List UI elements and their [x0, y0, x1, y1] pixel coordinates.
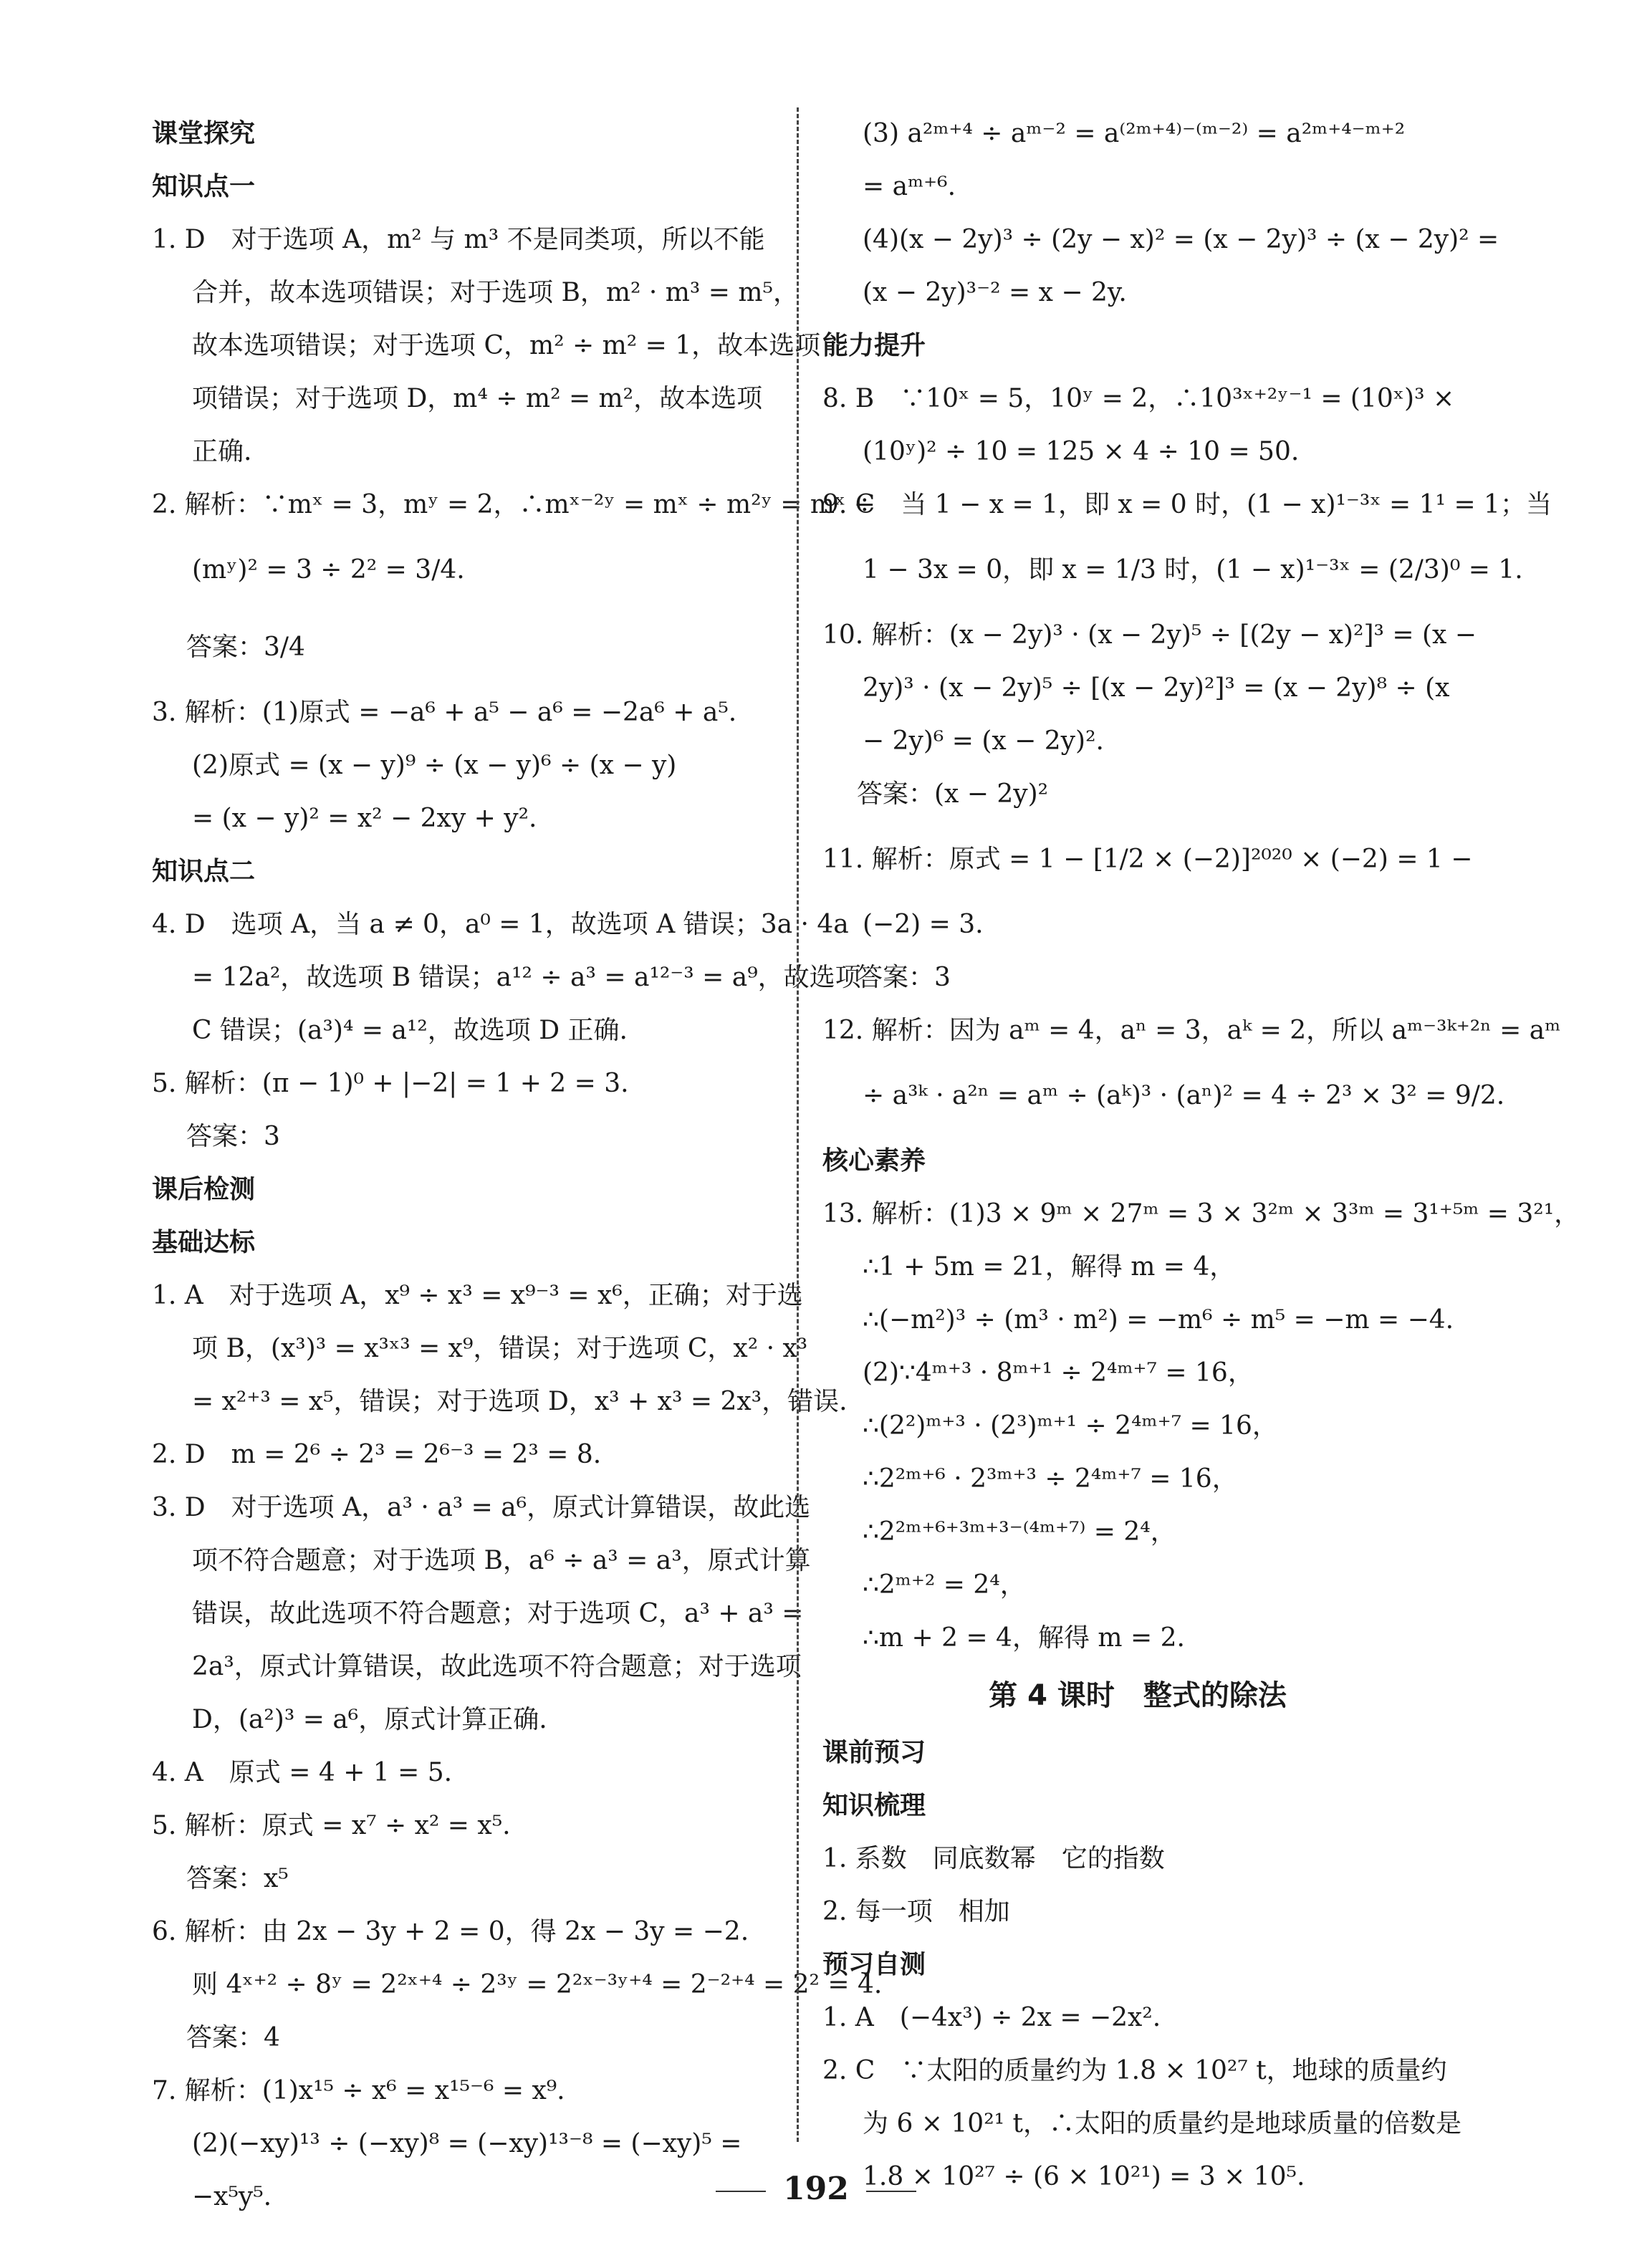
answer-continuation: = x²⁺³ = x⁵，错误；对于选项 D，x³ + x³ = 2x³，错误.	[192, 1387, 848, 1416]
section-heading: 基础达标	[152, 1228, 256, 1257]
page-number-text: 192	[783, 2171, 849, 2207]
section-heading: 预习自测	[822, 1950, 926, 1979]
answer-continuation: 2a³，原式计算错误，故此选项不符合题意；对于选项	[192, 1652, 802, 1681]
answer-continuation: D，(a²)³ = a⁶，原式计算正确.	[192, 1705, 547, 1734]
answer-item: 4. D 选项 A，当 a ≠ 0，a⁰ = 1，故选项 A 错误；3a · 4a	[152, 910, 849, 939]
answer-result: 答案：3	[186, 1122, 280, 1151]
answer-continuation: ∴(2²)ᵐ⁺³ · (2³)ᵐ⁺¹ ÷ 2⁴ᵐ⁺⁷ = 16，	[863, 1411, 1278, 1441]
answer-continuation: C 错误；(a³)⁴ = a¹²，故选项 D 正确.	[192, 1016, 628, 1045]
answer-continuation: 1.8 × 10²⁷ ÷ (6 × 10²¹) = 3 × 10⁵.	[863, 2162, 1305, 2191]
answer-continuation: −x⁵y⁵.	[192, 2182, 272, 2211]
answer-item: 12. 解析：因为 aᵐ = 4，aⁿ = 3，aᵏ = 2，所以 aᵐ⁻³ᵏ⁺²ⁿ = aᵐ	[822, 1016, 1561, 1045]
answer-continuation: 2y)³ · (x − 2y)⁵ ÷ [(x − 2y)²]³ = (x − 2y)⁸ ÷ (x	[863, 673, 1450, 703]
answer-item: 4. A 原式 = 4 + 1 = 5.	[152, 1758, 453, 1787]
answer-item: 2. D m = 2⁶ ÷ 2³ = 2⁶⁻³ = 2³ = 8.	[152, 1440, 602, 1469]
answer-continuation: ∴m + 2 = 4，解得 m = 2.	[863, 1623, 1185, 1653]
answer-continuation: 则 4ˣ⁺² ÷ 8ʸ = 2²ˣ⁺⁴ ÷ 2³ʸ = 2²ˣ⁻³ʸ⁺⁴ = 2⁻²⁺⁴ = 2² = 4.	[192, 1970, 883, 1999]
answer-continuation: ∴2²ᵐ⁺⁶ · 2³ᵐ⁺³ ÷ 2⁴ᵐ⁺⁷ = 16，	[863, 1464, 1238, 1494]
answer-continuation: − 2y)⁶ = (x − 2y)².	[863, 726, 1104, 756]
answer-item: 6. 解析：由 2x − 3y + 2 = 0，得 2x − 3y = −2.	[152, 1917, 749, 1946]
answer-continuation: ÷ a³ᵏ · a²ⁿ = aᵐ ÷ (aᵏ)³ · (aⁿ)² = 4 ÷ 2³ × 3² = 9/2.	[863, 1081, 1505, 1110]
answer-continuation: (4)(x − 2y)³ ÷ (2y − x)² = (x − 2y)³ ÷ (x − 2y)² =	[863, 225, 1499, 254]
answer-item: 1. A (−4x³) ÷ 2x = −2x².	[822, 2003, 1161, 2032]
page-number-dash-right	[866, 2191, 916, 2192]
answer-continuation: 项 B，(x³)³ = x³ˣ³ = x⁹，错误；对于选项 C，x² · x³	[192, 1334, 808, 1363]
answer-item: 10. 解析：(x − 2y)³ · (x − 2y)⁵ ÷ [(2y − x)²]³ = (x −	[822, 620, 1477, 650]
section-heading: 课堂探究	[152, 119, 256, 148]
answer-item: 9. C 当 1 − x = 1，即 x = 0 时，(1 − x)¹⁻³ˣ = 1¹ = 1；当	[822, 490, 1552, 519]
answer-continuation: ∴2²ᵐ⁺⁶⁺³ᵐ⁺³⁻⁽⁴ᵐ⁺⁷⁾ = 2⁴，	[863, 1517, 1176, 1547]
answer-item: 5. 解析：原式 = x⁷ ÷ x² = x⁵.	[152, 1811, 511, 1840]
answer-result: 答案：3/4	[186, 633, 305, 662]
section-heading: 课前预习	[822, 1738, 926, 1767]
answer-continuation: = (x − y)² = x² − 2xy + y².	[192, 804, 537, 833]
answer-continuation: ∴(−m²)³ ÷ (m³ · m²) = −m⁶ ÷ m⁵ = −m = −4.	[863, 1305, 1454, 1335]
lesson-title: 第 4 课时 整式的除法	[989, 1679, 1287, 1712]
answer-continuation: (mʸ)² = 3 ÷ 2² = 3/4.	[192, 555, 465, 585]
answer-continuation: 1 − 3x = 0，即 x = 1/3 时，(1 − x)¹⁻³ˣ = (2/3)⁰ = 1.	[863, 555, 1523, 585]
answer-continuation: (10ʸ)² ÷ 10 = 125 × 4 ÷ 10 = 50.	[863, 437, 1300, 466]
answer-item: 2. 每一项 相加	[822, 1897, 1010, 1926]
answer-item: 8. B ∵10ˣ = 5，10ʸ = 2，∴10³ˣ⁺²ʸ⁻¹ = (10ˣ)³ ×	[822, 384, 1455, 413]
answer-continuation: (2)∵4ᵐ⁺³ · 8ᵐ⁺¹ ÷ 2⁴ᵐ⁺⁷ = 16，	[863, 1358, 1254, 1388]
section-heading: 知识梳理	[822, 1791, 926, 1820]
answer-continuation: (−2) = 3.	[863, 910, 984, 939]
answer-continuation: (3) a²ᵐ⁺⁴ ÷ aᵐ⁻² = a⁽²ᵐ⁺⁴⁾⁻⁽ᵐ⁻²⁾ = a²ᵐ⁺⁴⁻ᵐ⁺²	[863, 119, 1406, 148]
page-number-dash-left	[716, 2191, 766, 2192]
answer-result: 答案：x⁵	[186, 1864, 289, 1893]
answer-continuation: 错误，故此选项不符合题意；对于选项 C，a³ + a³ =	[192, 1599, 804, 1628]
answer-continuation: = aᵐ⁺⁶.	[863, 172, 956, 201]
answer-result: 答案：3	[857, 963, 951, 992]
answer-continuation: ∴1 + 5m = 21，解得 m = 4，	[863, 1252, 1236, 1282]
answer-continuation: 为 6 × 10²¹ t，∴太阳的质量约是地球质量的倍数是	[863, 2109, 1461, 2138]
section-heading: 课后检测	[152, 1175, 256, 1204]
answer-item: 7. 解析：(1)x¹⁵ ÷ x⁶ = x¹⁵⁻⁶ = x⁹.	[152, 2076, 565, 2105]
answer-result: 答案：4	[186, 2023, 280, 2052]
answer-item: 5. 解析：(π − 1)⁰ + |−2| = 1 + 2 = 3.	[152, 1069, 629, 1098]
page-number	[0, 2171, 1632, 2207]
answer-item: 3. D 对于选项 A，a³ · a³ = a⁶，原式计算错误，故此选	[152, 1493, 811, 1522]
answer-item: 11. 解析：原式 = 1 − [1/2 × (−2)]²⁰²⁰ × (−2) = 1 −	[822, 845, 1473, 874]
answer-continuation: = 12a²，故选项 B 错误；a¹² ÷ a³ = a¹²⁻³ = a⁹，故选项	[192, 963, 861, 992]
answer-continuation: 合并，故本选项错误；对于选项 B，m² · m³ = m⁵，	[192, 278, 799, 307]
answer-item: 1. D 对于选项 A，m² 与 m³ 不是同类项，所以不能	[152, 225, 765, 254]
answer-result: 答案：(x − 2y)²	[857, 779, 1049, 809]
answer-continuation: 项不符合题意；对于选项 B，a⁶ ÷ a³ = a³，原式计算	[192, 1546, 811, 1575]
answer-continuation: (2)原式 = (x − y)⁹ ÷ (x − y)⁶ ÷ (x − y)	[192, 751, 677, 780]
answer-continuation: (x − 2y)³⁻² = x − 2y.	[863, 278, 1127, 307]
answer-item: 13. 解析：(1)3 × 9ᵐ × 27ᵐ = 3 × 3²ᵐ × 3³ᵐ = 3¹⁺⁵ᵐ = 3²¹，	[822, 1199, 1580, 1229]
answer-continuation: 项错误；对于选项 D，m⁴ ÷ m² = m²，故本选项	[192, 384, 763, 413]
right-column	[822, 107, 1580, 2204]
section-heading: 核心素养	[822, 1146, 926, 1176]
answer-continuation: 故本选项错误；对于选项 C，m² ÷ m² = 1，故本选项	[192, 331, 821, 360]
answer-item: 2. C ∵太阳的质量约为 1.8 × 10²⁷ t，地球的质量约	[822, 2056, 1447, 2085]
answer-continuation: ∴2ᵐ⁺² = 2⁴，	[863, 1570, 1026, 1600]
answer-item: 3. 解析：(1)原式 = −a⁶ + a⁵ − a⁶ = −2a⁶ + a⁵.	[152, 698, 737, 727]
answer-item: 1. A 对于选项 A，x⁹ ÷ x³ = x⁹⁻³ = x⁶，正确；对于选	[152, 1281, 803, 1310]
answer-item: 2. 解析：∵mˣ = 3，mʸ = 2，∴mˣ⁻²ʸ = mˣ ÷ m²ʸ = mˣ ÷	[152, 490, 875, 519]
section-heading: 知识点一	[152, 172, 256, 201]
answer-continuation: (2)(−xy)¹³ ÷ (−xy)⁸ = (−xy)¹³⁻⁸ = (−xy)⁵ =	[192, 2129, 742, 2158]
section-heading: 能力提升	[822, 331, 926, 360]
column-divider	[797, 107, 799, 2142]
section-heading: 知识点二	[152, 857, 256, 886]
answer-continuation: 正确.	[192, 437, 252, 466]
answer-item: 1. 系数 同底数幂 它的指数	[822, 1844, 1165, 1873]
